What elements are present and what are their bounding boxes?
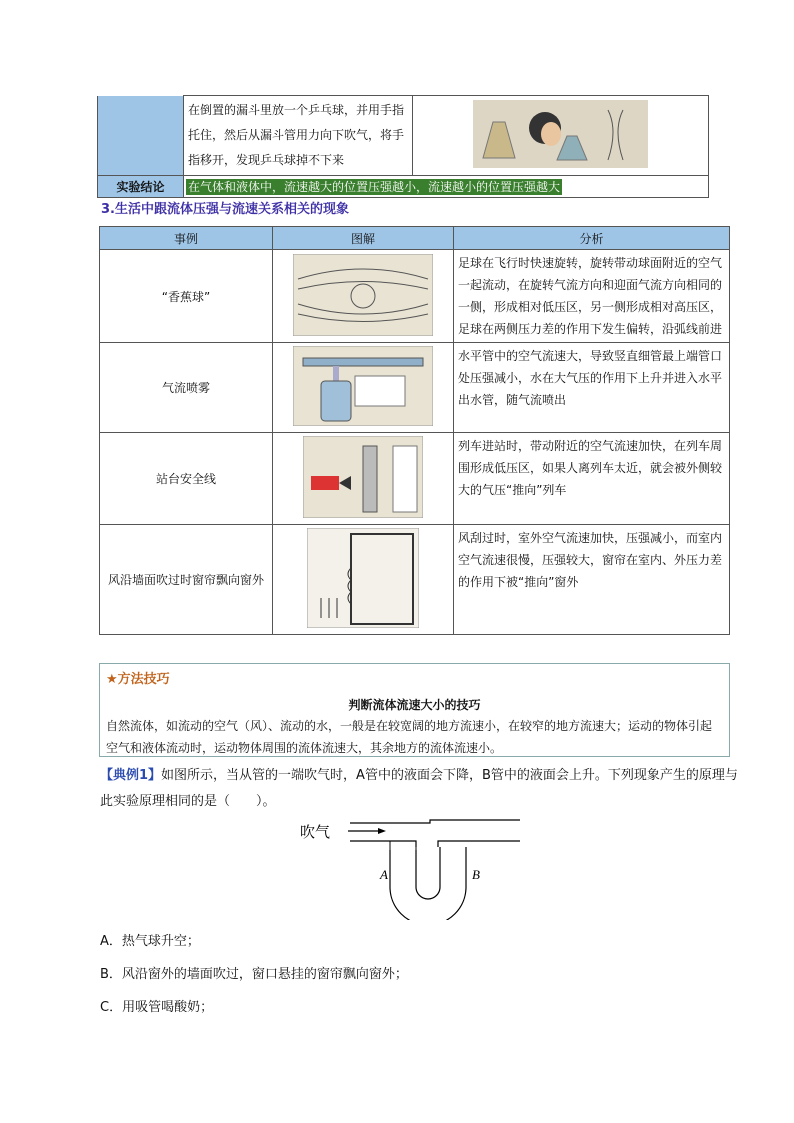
conclusion-label: 实验结论 — [98, 176, 184, 198]
funnel-experiment-image — [473, 100, 648, 168]
label-a: A — [380, 867, 388, 882]
example-text: 如图所示，当从管的一端吹气时，A管中的液面会下降，B管中的液面会上升。下列现象产生的原理与此实验原理相同的是（ ）。 — [100, 768, 738, 809]
table-row-example: 风沿墙面吹过时窗帘飘向窗外 — [100, 525, 273, 635]
method-tips-box — [99, 663, 730, 757]
method-title: ★方法技巧 — [106, 672, 170, 687]
example-question — [100, 763, 740, 815]
table-row-analysis: 风刮过时，室外空气流速加快，压强减小，而室内空气流速很慢，压强较大，窗帘在室内、外压力差的作用下被“推向”窗外 — [454, 525, 730, 635]
option-c: C．用吸管喝酸奶； — [100, 1000, 214, 1015]
table-row-diagram — [273, 343, 454, 433]
table-row-analysis: 水平管中的空气流速大，导致竖直细管最上端管口处压强减小，水在大气压的作用下上升并进入水平出水管，随气流喷出 — [454, 343, 730, 433]
section-3-title: 3.生活中跟流体压强与流速关系相关的现象 — [101, 202, 349, 217]
option-b: B．风沿窗外的墙面吹过，窗口悬挂的窗帘飘向窗外； — [100, 967, 408, 982]
spray-diagram — [293, 346, 433, 426]
u-tube-figure — [290, 815, 530, 920]
experiment-image-cell — [413, 96, 709, 176]
method-text: 自然流体，如流动的空气（风）、流动的水，一般是在较宽阔的地方流速小，在较窄的地方流速大；运动的物体引起空气和液体流动时，运动物体周围的流体流速大，其余地方的流体流速小。 — [106, 719, 713, 755]
option-a: A．热气球升空； — [100, 934, 200, 949]
experiment-procedure: 在倒置的漏斗里放一个乒乓球，并用手指托住，然后从漏斗管用力向下吹气，将手指移开，发现乒乓球掉不下来 — [184, 96, 413, 176]
table-row-example: 气流喷雾 — [100, 343, 273, 433]
table-row-diagram — [273, 250, 454, 343]
conclusion-text: 在气体和液体中，流速越大的位置压强越小，流速越小的位置压强越大 — [188, 180, 561, 194]
table-row-analysis: 列车进站时，带动附近的空气流速加快，在列车周围形成低压区，如果人离列车太近，就会被外侧较大的气压“推向”列车 — [454, 433, 730, 525]
blow-label: 吹气 — [300, 825, 331, 841]
table-row-diagram — [273, 433, 454, 525]
header-diagram: 图解 — [273, 227, 454, 250]
table-row-example: 站台安全线 — [100, 433, 273, 525]
curtain-window-diagram — [307, 528, 419, 628]
method-subtitle: 判断流体流速大小的技巧 — [348, 698, 481, 712]
table-row-analysis: 足球在飞行时快速旋转，旋转带动球面附近的空气一起流动，在旋转气流方向和迎面气流方向相同的一侧，形成相对低压区，另一侧形成相对高压区，足球在两侧压力差的作用下发生偏转，沿弧线前进 — [454, 250, 730, 343]
table-row-diagram — [273, 525, 454, 635]
example-tag: 【典例1】 — [100, 768, 162, 783]
phenomena-table — [99, 226, 730, 635]
experiment-table — [97, 95, 709, 198]
header-example: 事例 — [100, 227, 273, 250]
table-row-example: “香蕉球” — [100, 250, 273, 343]
platform-safety-line-diagram — [303, 436, 423, 518]
experiment-label-cell — [98, 96, 184, 176]
banana-ball-diagram — [293, 254, 433, 336]
header-analysis: 分析 — [454, 227, 730, 250]
conclusion-cell — [184, 176, 709, 198]
label-b: B — [472, 867, 480, 882]
